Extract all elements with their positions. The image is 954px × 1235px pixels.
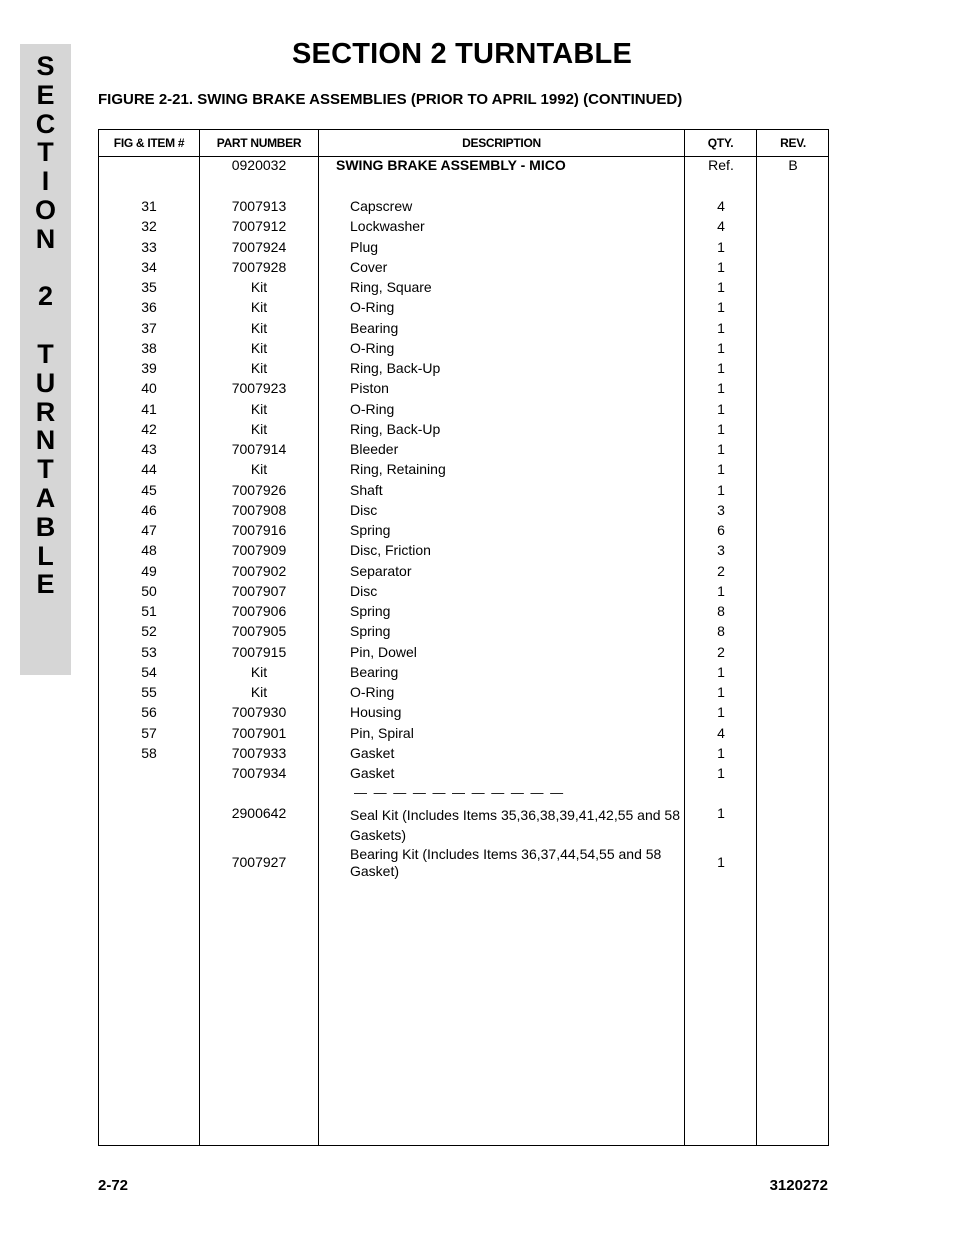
row-part-number: 7007905 xyxy=(231,623,287,640)
row-description: Ring, Back-Up xyxy=(350,420,441,437)
figure-title: FIGURE 2-21. SWING BRAKE ASSEMBLIES (PRIOR TO APRIL 1992) (CONTINUED) xyxy=(98,91,683,108)
row-part-number: Kit xyxy=(250,420,268,437)
row-part-number: Kit xyxy=(250,360,268,376)
header-fig-item: FIG & ITEM # xyxy=(113,136,185,150)
row-part-number: 7007914 xyxy=(231,441,287,457)
row-part-number: Kit xyxy=(250,400,268,417)
row-description: Bearing xyxy=(350,319,399,336)
row-fig-item: 44 xyxy=(141,461,157,478)
row-fig-item: 46 xyxy=(141,501,157,518)
row-description: O-Ring xyxy=(350,299,395,316)
row-qty: 3 xyxy=(717,542,725,559)
row-qty: 4 xyxy=(717,198,725,214)
row-part-number: Kit xyxy=(250,339,268,356)
row-part-number: 7007928 xyxy=(231,258,287,275)
side-tab-letter: A xyxy=(35,483,56,513)
section-side-tab xyxy=(20,44,71,675)
row-part-number: 7007901 xyxy=(231,724,287,741)
row-description: Gasket xyxy=(350,744,395,761)
side-tab-letter: E xyxy=(36,569,55,600)
row-description: Plug xyxy=(350,238,379,255)
row-description: Disc xyxy=(350,501,378,518)
row-description: Housing xyxy=(350,704,402,721)
row-description: Separator xyxy=(350,562,412,579)
row-fig-item: 58 xyxy=(141,744,157,761)
row-part-number: 7007909 xyxy=(231,542,287,559)
row-description: Ring, Retaining xyxy=(350,461,446,478)
side-tab-letter: 2 xyxy=(37,281,54,312)
row-fig-item: 50 xyxy=(141,582,157,599)
side-tab-letter: S xyxy=(36,51,55,81)
row-description: Spring xyxy=(350,522,391,538)
row-description: Shaft xyxy=(350,481,383,498)
row-qty: 1 xyxy=(717,258,725,275)
page-number: 2-72 xyxy=(98,1177,129,1194)
kit-qty: 1 xyxy=(717,805,725,821)
page-title: SECTION 2 TURNTABLE xyxy=(292,38,632,70)
row-description: Disc xyxy=(350,582,378,599)
row-description: Lockwasher xyxy=(350,218,425,235)
row-qty: 1 xyxy=(717,380,725,397)
assembly-description: SWING BRAKE ASSEMBLY - MICO xyxy=(336,157,566,173)
row-fig-item: 45 xyxy=(141,481,157,498)
row-part-number: 7007934 xyxy=(231,765,287,781)
row-qty: 4 xyxy=(717,724,725,741)
row-qty: 1 xyxy=(717,663,725,680)
row-part-number: Kit xyxy=(250,319,268,336)
row-qty: 1 xyxy=(717,461,725,478)
parts-table xyxy=(98,129,829,1146)
row-part-number: Kit xyxy=(250,663,268,680)
side-tab-letter: C xyxy=(35,108,56,139)
row-part-number: Kit xyxy=(250,299,268,316)
row-qty: 1 xyxy=(717,279,725,295)
assembly-rev: B xyxy=(788,157,798,173)
column-divider xyxy=(318,130,319,1145)
row-fig-item: 52 xyxy=(141,623,157,640)
row-qty: 1 xyxy=(717,684,725,700)
row-qty: 1 xyxy=(717,744,725,761)
row-part-number: Kit xyxy=(250,279,268,295)
row-qty: 1 xyxy=(717,765,725,781)
row-part-number: 7007923 xyxy=(231,380,287,397)
row-qty: 1 xyxy=(717,299,725,316)
row-fig-item: 57 xyxy=(141,724,157,741)
row-fig-item: 55 xyxy=(141,684,157,700)
row-fig-item: 53 xyxy=(141,643,157,660)
row-description: Pin, Spiral xyxy=(350,724,414,741)
side-tab-letter: U xyxy=(35,367,56,398)
row-qty: 1 xyxy=(717,582,725,599)
row-qty: 2 xyxy=(717,643,725,660)
side-tab-letter: T xyxy=(37,454,54,485)
row-part-number: 7007926 xyxy=(231,481,287,498)
row-qty: 1 xyxy=(717,339,725,356)
row-fig-item: 37 xyxy=(141,319,157,336)
row-description: Cover xyxy=(350,258,388,275)
row-qty: 1 xyxy=(717,704,725,721)
row-part-number: 7007930 xyxy=(231,704,287,721)
row-description: Spring xyxy=(350,623,391,640)
row-part-number: 7007902 xyxy=(231,562,287,579)
row-description: O-Ring xyxy=(350,400,395,417)
row-part-number: Kit xyxy=(250,461,268,478)
side-tab-letter: I xyxy=(41,166,50,197)
side-tab-letter: L xyxy=(37,540,54,571)
row-fig-item: 54 xyxy=(141,663,157,680)
row-fig-item: 32 xyxy=(141,218,157,235)
separator-line: — — — — — — — — — — — xyxy=(354,785,565,800)
row-part-number: 7007908 xyxy=(231,501,287,518)
assembly-qty: Ref. xyxy=(708,157,734,173)
row-fig-item: 51 xyxy=(141,603,157,619)
row-description: O-Ring xyxy=(350,339,395,356)
side-tab-letter: B xyxy=(35,511,56,542)
row-part-number: Kit xyxy=(250,684,268,700)
row-fig-item: 36 xyxy=(141,299,157,316)
row-qty: 8 xyxy=(717,623,725,640)
row-part-number: 7007924 xyxy=(231,238,287,255)
row-qty: 1 xyxy=(717,238,725,255)
row-part-number: 7007915 xyxy=(231,643,287,660)
row-part-number: 7007913 xyxy=(231,198,287,214)
row-qty: 1 xyxy=(717,481,725,498)
kit-qty: 1 xyxy=(717,854,725,870)
kit-description: Bearing Kit (Includes Items 36,37,44,54,55 and 58 Gasket) xyxy=(350,846,662,879)
row-qty: 2 xyxy=(717,562,725,579)
row-fig-item: 42 xyxy=(141,420,157,437)
row-fig-item: 39 xyxy=(141,360,157,376)
side-tab-letter: O xyxy=(34,195,56,225)
row-qty: 4 xyxy=(717,218,725,235)
side-tab-letter: T xyxy=(37,137,54,168)
row-description: Bleeder xyxy=(350,441,399,457)
row-qty: 6 xyxy=(717,522,725,538)
row-fig-item: 43 xyxy=(141,441,157,457)
kit-description: Seal Kit (Includes Items 35,36,38,39,41,42,55 and 58 Gaskets) xyxy=(350,807,681,843)
row-description: Ring, Square xyxy=(350,279,432,295)
side-tab-letter: R xyxy=(35,396,56,427)
row-fig-item: 35 xyxy=(141,279,157,295)
row-fig-item: 31 xyxy=(141,198,157,214)
row-fig-item: 38 xyxy=(141,339,157,356)
kit-part-number: 2900642 xyxy=(231,805,287,821)
row-qty: 1 xyxy=(717,441,725,457)
row-fig-item: 34 xyxy=(141,258,157,275)
row-description: Pin, Dowel xyxy=(350,643,417,660)
row-qty: 8 xyxy=(717,603,725,619)
assembly-part-number: 0920032 xyxy=(231,157,287,173)
header-description: DESCRIPTION xyxy=(462,136,541,150)
row-qty: 1 xyxy=(717,400,725,417)
side-tab-letter: T xyxy=(37,339,54,369)
header-qty: QTY. xyxy=(707,136,734,150)
row-part-number: 7007906 xyxy=(231,603,287,619)
column-divider xyxy=(756,130,757,1145)
header-rev: REV. xyxy=(780,136,806,150)
side-tab-letter: E xyxy=(36,79,55,110)
side-tab-letter: N xyxy=(35,425,56,456)
row-qty: 1 xyxy=(717,360,725,376)
row-part-number: 7007933 xyxy=(231,744,287,761)
row-fig-item: 47 xyxy=(141,522,157,538)
row-qty: 1 xyxy=(717,319,725,336)
row-fig-item: 48 xyxy=(141,542,157,559)
row-description: Capscrew xyxy=(350,198,413,214)
row-fig-item: 41 xyxy=(141,400,157,417)
row-description: O-Ring xyxy=(350,684,395,700)
kit-part-number: 7007927 xyxy=(231,854,287,870)
row-part-number: 7007916 xyxy=(231,522,287,538)
row-fig-item: 56 xyxy=(141,704,157,721)
row-fig-item: 40 xyxy=(141,380,157,397)
row-part-number: 7007907 xyxy=(231,582,287,599)
row-qty: 3 xyxy=(717,501,725,518)
row-description: Bearing xyxy=(350,663,399,680)
row-description: Ring, Back-Up xyxy=(350,360,441,376)
row-description: Spring xyxy=(350,603,391,619)
row-description: Piston xyxy=(350,380,389,397)
header-part-number: PART NUMBER xyxy=(216,136,302,150)
document-number: 3120272 xyxy=(769,1177,828,1194)
row-fig-item: 33 xyxy=(141,238,157,255)
row-fig-item: 49 xyxy=(141,562,157,579)
side-tab-letter: N xyxy=(35,223,56,254)
row-qty: 1 xyxy=(717,420,725,437)
row-part-number: 7007912 xyxy=(231,218,287,235)
row-description: Disc, Friction xyxy=(350,542,431,559)
row-description: Gasket xyxy=(350,765,395,781)
